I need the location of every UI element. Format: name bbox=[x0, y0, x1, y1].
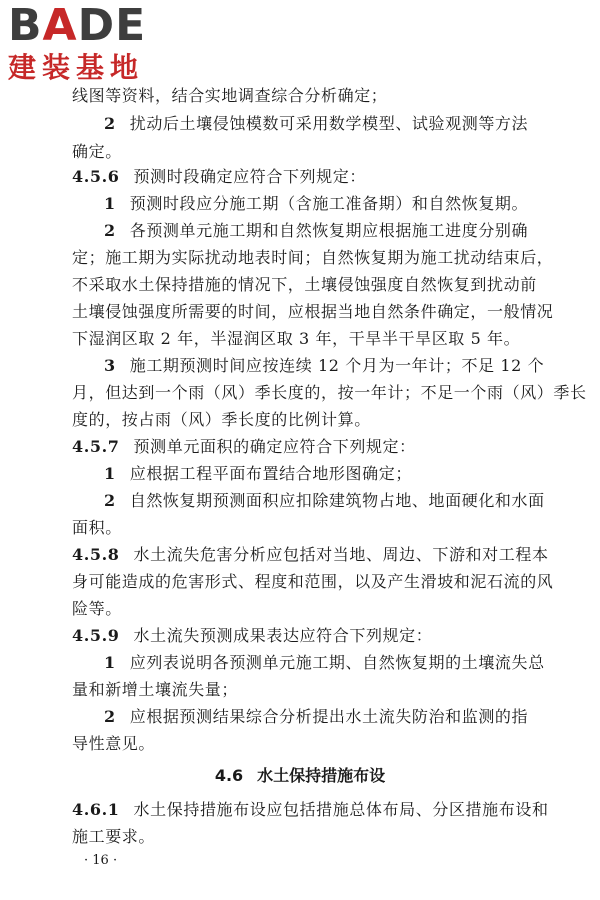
section-number: 4.6.1 bbox=[72, 800, 120, 819]
logo-letter-a: A bbox=[42, 0, 78, 51]
clause-4-5-6-1 bbox=[104, 194, 528, 214]
section-4-5-8 bbox=[72, 545, 549, 565]
text-line: 量和新增土壤流失量； bbox=[72, 680, 239, 699]
page-number: · 16 · bbox=[84, 853, 118, 868]
text-line: 下湿润区取 2 年，半湿润区取 3 年，干旱半干旱区取 5 年。 bbox=[72, 329, 521, 348]
clause-4-5-9-2 bbox=[104, 707, 528, 727]
text-line: 定；施工期为实际扰动地表时间；自然恢复期为施工扰动结束后， bbox=[72, 248, 554, 267]
clause-text: 各预测单元施工期和自然恢复期应根据施工进度分别确 bbox=[129, 221, 529, 240]
section-title: 预测单元面积的确定应符合下列规定： bbox=[133, 437, 416, 456]
clause-text: 扰动后土壤侵蚀模数可采用数学模型、试验观测等方法 bbox=[129, 114, 529, 133]
text-line: 度的，按占雨（风）季长度的比例计算。 bbox=[72, 410, 371, 429]
bade-logo bbox=[8, 2, 188, 84]
section-4-5-9 bbox=[72, 626, 432, 646]
clause-text: 预测时段应分施工期（含施工准备期）和自然恢复期。 bbox=[129, 194, 529, 213]
clause-number: 2 bbox=[104, 491, 116, 510]
section-4-5-7 bbox=[72, 437, 416, 457]
clause-4-5-7-2 bbox=[104, 491, 545, 511]
clause-number: 1 bbox=[104, 464, 116, 483]
text-line: 面积。 bbox=[72, 518, 122, 537]
section-number: 4.5.9 bbox=[72, 626, 120, 645]
text-line: 确定。 bbox=[72, 142, 122, 161]
heading-title: 水土保持措施布设 bbox=[257, 766, 386, 785]
clause-text: 应根据预测结果综合分析提出水土流失防治和监测的指 bbox=[129, 707, 529, 726]
clause-text: 自然恢复期预测面积应扣除建筑物占地、地面硬化和水面 bbox=[129, 491, 545, 510]
section-text: 水土保持措施布设应包括措施总体布局、分区措施布设和 bbox=[133, 800, 549, 819]
heading-number: 4.6 bbox=[214, 766, 244, 785]
clause-2 bbox=[104, 114, 528, 134]
section-number: 4.5.6 bbox=[72, 167, 120, 186]
section-text: 水土流失危害分析应包括对当地、周边、下游和对工程本 bbox=[133, 545, 549, 564]
clause-text: 应列表说明各预测单元施工期、自然恢复期的土壤流失总 bbox=[129, 653, 545, 672]
section-title: 水土流失预测成果表达应符合下列规定： bbox=[133, 626, 433, 645]
text-line: 土壤侵蚀强度所需要的时间，应根据当地自然条件确定，一般情况 bbox=[72, 302, 554, 321]
clause-text: 应根据工程平面布置结合地形图确定； bbox=[129, 464, 412, 483]
clause-number: 2 bbox=[104, 221, 116, 240]
text-line: 导性意见。 bbox=[72, 734, 156, 753]
clause-number: 1 bbox=[104, 653, 116, 672]
logo-wordmark bbox=[8, 2, 188, 50]
clause-4-5-9-1 bbox=[104, 653, 545, 673]
clause-4-5-6-3 bbox=[104, 356, 544, 376]
section-title: 预测时段确定应符合下列规定： bbox=[133, 167, 366, 186]
text-line: 身可能造成的危害形式、程度和范围，以及产生滑坡和泥石流的风 bbox=[72, 572, 554, 591]
section-4-6-1 bbox=[72, 800, 549, 820]
clause-number: 1 bbox=[104, 194, 116, 213]
text-line: 施工要求。 bbox=[72, 827, 156, 846]
logo-subtitle: 建装基地 bbox=[8, 51, 145, 84]
text-line: 不采取水土保持措施的情况下，土壤侵蚀强度自然恢复到扰动前 bbox=[72, 275, 537, 294]
clause-text: 施工期预测时间应按连续 12 个月为一年计；不足 12 个 bbox=[129, 356, 545, 375]
clause-4-5-7-1 bbox=[104, 464, 412, 484]
logo-letter-b: B bbox=[8, 0, 43, 51]
clause-4-5-6-2 bbox=[104, 221, 528, 241]
clause-number: 2 bbox=[104, 114, 116, 133]
text-line: 险等。 bbox=[72, 599, 122, 618]
section-4-5-6 bbox=[72, 167, 366, 187]
clause-number: 3 bbox=[104, 356, 116, 375]
clause-number: 2 bbox=[104, 707, 116, 726]
section-heading-4-6 bbox=[0, 766, 600, 786]
section-number: 4.5.8 bbox=[72, 545, 120, 564]
text-line: 线图等资料，结合实地调查综合分析确定； bbox=[72, 86, 388, 105]
logo-letters-de: DE bbox=[77, 0, 147, 51]
text-line: 月，但达到一个雨（风）季长度的，按一年计；不足一个雨（风）季长 bbox=[72, 383, 587, 402]
section-number: 4.5.7 bbox=[72, 437, 120, 456]
